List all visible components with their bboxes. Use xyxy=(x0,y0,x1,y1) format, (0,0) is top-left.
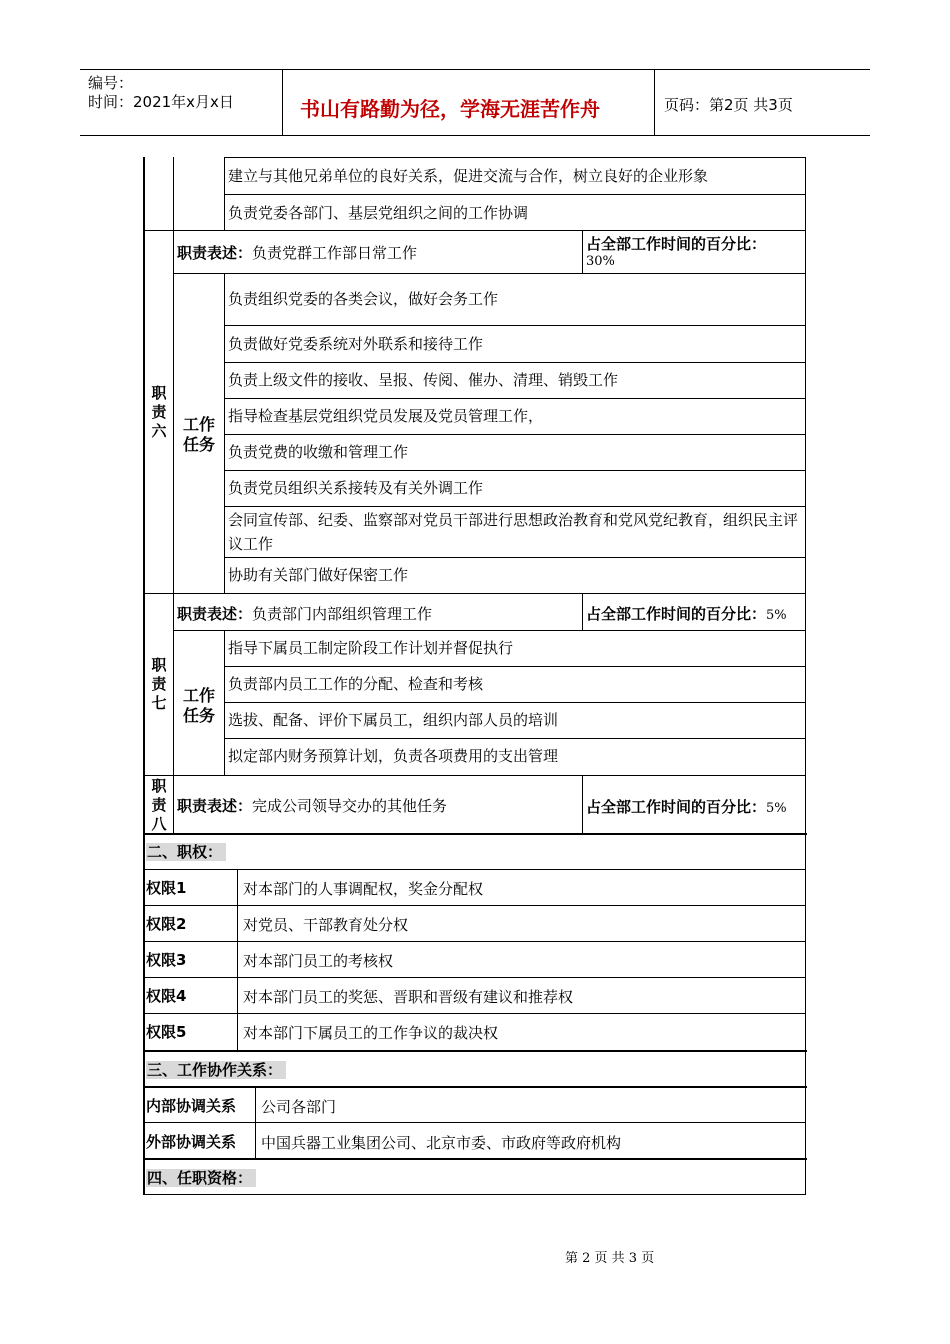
pct-value: 5% xyxy=(766,801,787,816)
col-divider xyxy=(173,157,174,833)
col-divider xyxy=(582,593,583,630)
row-line xyxy=(224,325,805,326)
row-line xyxy=(143,869,805,870)
row-line xyxy=(224,702,805,703)
col-divider xyxy=(224,273,225,593)
row-line xyxy=(143,1013,805,1014)
authority-label: 权限4 xyxy=(146,987,187,1005)
page-footer: 第 2 页 共 3 页 xyxy=(565,1251,655,1266)
row-line xyxy=(143,905,805,906)
duty-desc-text: 负责部门内部组织管理工作 xyxy=(252,605,433,623)
task-item: 建立与其他兄弟单位的良好关系，促进交流与合作，树立良好的企业形象 xyxy=(228,167,709,185)
duty-seven-label: 职责七 xyxy=(151,656,167,712)
row-line xyxy=(173,273,805,274)
duty-six-label: 职责六 xyxy=(151,384,167,440)
pct-label: 占全部工作时间的百分比： xyxy=(586,235,767,253)
task-item: 协助有关部门做好保密工作 xyxy=(228,566,409,584)
header-number-label: 编号： xyxy=(88,74,134,92)
col-divider xyxy=(582,230,583,273)
authority-label: 权限3 xyxy=(146,951,187,969)
section-cooperation-title: 三、工作协作关系： xyxy=(146,1061,286,1079)
row-line xyxy=(224,434,805,435)
task-item: 负责上级文件的接收、呈报、传阅、催办、清理、销毁工作 xyxy=(228,371,619,389)
col-divider xyxy=(255,1086,256,1158)
row-line xyxy=(143,1194,805,1195)
task-item: 选拔、配备、评价下属员工，组织内部人员的培训 xyxy=(228,711,559,729)
row-line xyxy=(143,593,805,594)
cooperation-text: 中国兵器工业集团公司、北京市委、市政府等政府机构 xyxy=(261,1134,622,1152)
duty-eight-label: 职责八 xyxy=(151,777,167,833)
col-divider xyxy=(582,775,583,833)
section-line xyxy=(143,1050,807,1052)
task-item: 负责党费的收缴和管理工作 xyxy=(228,443,409,461)
authority-text: 对党员、干部教育处分权 xyxy=(243,916,409,934)
authority-label: 权限1 xyxy=(146,879,187,897)
row-line xyxy=(224,470,805,471)
authority-text: 对本部门下属员工的工作争议的裁决权 xyxy=(243,1024,499,1042)
desc-label: 职责表述： xyxy=(177,797,253,815)
authority-label: 权限5 xyxy=(146,1023,187,1041)
task-item: 指导检查基层党组织党员发展及党员管理工作， xyxy=(228,407,544,425)
header-time-label: 时间：2021年x月x日 xyxy=(88,93,234,111)
header-divider xyxy=(654,69,655,135)
row-line xyxy=(143,230,805,231)
duty-desc-text: 负责党群工作部日常工作 xyxy=(252,244,418,262)
task-item: 负责部内员工工作的分配、检查和考核 xyxy=(228,675,484,693)
header-bottom-border xyxy=(80,135,870,136)
duty-seven-pct xyxy=(586,603,787,624)
task-item: 指导下属员工制定阶段工作计划并督促执行 xyxy=(228,639,514,657)
cooperation-label: 外部协调关系 xyxy=(146,1133,237,1151)
desc-label: 职责表述： xyxy=(177,605,253,623)
authority-text: 对本部门的人事调配权，奖金分配权 xyxy=(243,880,484,898)
section-line xyxy=(143,1086,807,1088)
duty-seven-description xyxy=(177,603,432,624)
table-border-right xyxy=(805,157,806,1195)
row-line xyxy=(224,194,805,195)
row-line xyxy=(224,362,805,363)
pct-value: 30% xyxy=(586,254,615,269)
header-page-label: 页码：第2页 共3页 xyxy=(664,96,793,114)
row-line xyxy=(224,398,805,399)
section-line xyxy=(143,833,807,835)
header-divider xyxy=(282,69,283,135)
col-divider xyxy=(237,869,238,1050)
desc-label: 职责表述： xyxy=(177,244,253,262)
task-label: 工作任务 xyxy=(182,415,215,454)
task-item: 会同宣传部、纪委、监察部对党员干部进行思想政治教育和党风党纪教育，组织民主评议工作 xyxy=(228,511,799,553)
row-line xyxy=(224,157,805,158)
row-line xyxy=(173,630,805,631)
pct-value: 5% xyxy=(766,608,787,623)
table-border-left xyxy=(143,157,145,1195)
pct-label: 占全部工作时间的百分比： xyxy=(586,605,767,623)
task-item: 负责党委各部门、基层党组织之间的工作协调 xyxy=(228,204,529,222)
row-line xyxy=(143,775,805,776)
authority-text: 对本部门员工的奖惩、晋职和晋级有建议和推荐权 xyxy=(243,988,574,1006)
row-line xyxy=(224,506,805,507)
header-motto: 书山有路勤为径，学海无涯苦作舟 xyxy=(300,97,600,121)
task-item: 拟定部内财务预算计划，负责各项费用的支出管理 xyxy=(228,747,559,765)
duty-desc-text: 完成公司领导交办的其他任务 xyxy=(252,797,448,815)
row-line xyxy=(224,557,805,558)
cooperation-label: 内部协调关系 xyxy=(146,1097,237,1115)
pct-label: 占全部工作时间的百分比： xyxy=(586,798,767,816)
duty-six-description xyxy=(177,242,417,263)
section-line xyxy=(143,1158,807,1160)
section-qualification-title: 四、任职资格： xyxy=(146,1169,256,1187)
duty-eight-pct xyxy=(586,796,787,817)
authority-text: 对本部门员工的考核权 xyxy=(243,952,394,970)
row-line xyxy=(143,1122,805,1123)
task-item: 负责党员组织关系接转及有关外调工作 xyxy=(228,479,484,497)
row-line xyxy=(143,977,805,978)
row-line xyxy=(224,738,805,739)
section-authority-title: 二、职权： xyxy=(146,843,226,861)
row-line xyxy=(143,941,805,942)
task-item: 负责做好党委系统对外联系和接待工作 xyxy=(228,335,484,353)
task-label: 工作任务 xyxy=(182,686,215,725)
cooperation-text: 公司各部门 xyxy=(261,1098,337,1116)
row-line xyxy=(224,666,805,667)
header-top-border xyxy=(80,69,870,70)
authority-label: 权限2 xyxy=(146,915,187,933)
duty-eight-description xyxy=(177,795,447,816)
task-item: 负责组织党委的各类会议，做好会务工作 xyxy=(228,290,499,308)
